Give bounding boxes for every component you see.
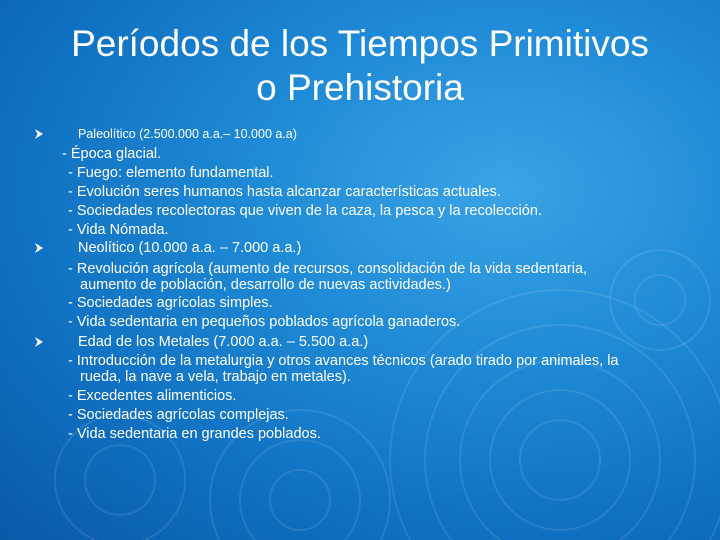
arrowhead-bullet-icon	[34, 243, 44, 253]
list-item: rueda, la nave a vela, trabajo en metales).	[80, 369, 351, 385]
list-item: - Vida sedentaria en grandes poblados.	[68, 426, 321, 442]
list-item: aumento de población, desarrollo de nuevas actividades.)	[80, 277, 451, 293]
list-item: - Vida sedentaria en pequeños poblados agrícola ganaderos.	[68, 314, 461, 330]
arrowhead-bullet-icon	[34, 337, 44, 347]
arrowhead-bullet-icon	[34, 129, 44, 139]
section-heading-neolitico: Neolítico (10.000 a.a. – 7.000 a.a.)	[78, 240, 302, 256]
list-item: - Sociedades agrícolas complejas.	[68, 407, 289, 423]
list-item: - Excedentes alimenticios.	[68, 388, 237, 404]
list-item: - Introducción de la metalurgia y otros avances técnicos (arado tirado por animales, la	[68, 353, 619, 369]
list-item: - Vida Nómada.	[68, 222, 169, 238]
section-heading-paleolitico: Paleolítico (2.500.000 a.a.– 10.000 a.a)	[78, 127, 297, 141]
list-item: - Revolución agrícola (aumento de recursos, consolidación de la vida sedentaria,	[68, 261, 588, 277]
list-item: - Sociedades agrícolas simples.	[68, 295, 273, 311]
slide-title-line-1: Períodos de los Tiempos Primitivos	[71, 23, 649, 64]
list-item: - Sociedades recolectoras que viven de la caza, la pesca y la recolección.	[68, 203, 542, 219]
list-item: - Época glacial.	[62, 146, 162, 162]
slide-title-line-2: o Prehistoria	[256, 67, 464, 108]
list-item: - Fuego: elemento fundamental.	[68, 165, 274, 181]
section-heading-edad-metales: Edad de los Metales (7.000 a.a. – 5.500 a.a.)	[78, 334, 369, 350]
list-item: - Evolución seres humanos hasta alcanzar características actuales.	[68, 184, 501, 200]
